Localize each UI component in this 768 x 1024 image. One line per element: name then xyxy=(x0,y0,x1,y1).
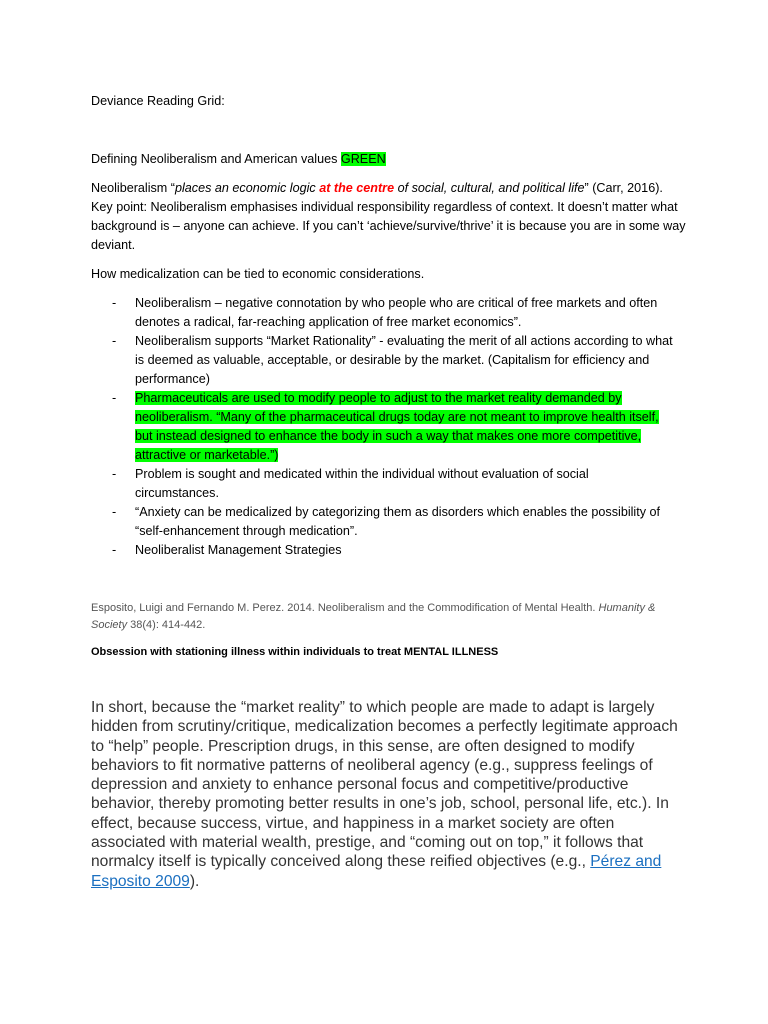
citation-journal: Humanity & Society xyxy=(91,602,656,631)
green-highlight-label: GREEN xyxy=(340,152,386,166)
definition-paragraph xyxy=(91,179,691,255)
perez-esposito-link[interactable]: Pérez and Esposito 2009 xyxy=(91,853,662,890)
list-item-text: “Anxiety can be medicalized by categorizing them as disorders which enables the possibility of “self-enhancement through medication”. xyxy=(135,505,661,538)
citation xyxy=(91,600,691,634)
list-item: - Neoliberalist Management Strategies xyxy=(112,543,342,557)
document-title: Deviance Reading Grid: xyxy=(91,94,225,108)
definition-close: ” (Carr, 2016). xyxy=(584,181,663,195)
list-item-text: Neoliberalism supports “Market Rationality” - evaluating the merit of all actions according to what is deemed as valuable, acceptable, or desirable by the market. (Capitalism for efficiency and performance) xyxy=(135,334,673,386)
excerpt-body: In short, because the “market reality” to which people are made to adapt is largely hidden from scrutiny/critique, medicalization becomes a perfectly legitimate approach to “help” people. Prescription drugs, in this sense, are often designed to modify behaviors to fit normative patterns of neoliberal agency (e.g., suppress feelings of depression and anxiety to enhance personal focus and competitive/productive behavior, thereby promoting better results in one’s job, school, personal life, etc.). In effect, because success, virtue, and happiness in a market society are often associated with material wealth, prestige, and “coming out on top,” it follows that normalcy itself is typically conceived along these reified objectives (e.g., xyxy=(91,699,678,871)
list-item: - Pharmaceuticals are used to modify people to adjust to the market reality demanded by neoliberalism. “Many of the pharmaceutical drugs today are not meant to improve health itself, but instead designed to enhance the body in such a way that makes one more competitive, attractive or marketable.”) xyxy=(112,391,659,462)
section-heading-text: Defining Neoliberalism and American values xyxy=(91,152,341,166)
list-item-text: Neoliberalism – negative connotation by who people who are critical of free markets and often denotes a radical, far-reaching application of free market economics”. xyxy=(135,296,658,329)
definition-key-point: Key point: Neoliberalism emphasises individual responsibility regardless of context. It doesn’t matter what background is – anyone can achieve. If you can’t ‘achieve/survive/thrive’ it is because you are in some way deviant. xyxy=(91,200,686,252)
list-item: - Neoliberalism supports “Market Rationality” - evaluating the merit of all actions according to what is deemed as valuable, acceptable, or desirable by the market. (Capitalism for efficiency and performance) xyxy=(112,334,673,386)
excerpt-end: ). xyxy=(189,872,200,890)
excerpt-paragraph xyxy=(91,698,691,891)
section-heading xyxy=(91,150,691,169)
bullet-list xyxy=(91,294,691,560)
citation-authors: Esposito, Luigi and Fernando M. Perez. 2014. Neoliberalism and the Commodification of Mental Health. xyxy=(91,602,599,614)
definition-quote-a: places an economic logic xyxy=(174,181,320,195)
list-item: - Neoliberalism – negative connotation by who people who are critical of free markets and often denotes a radical, far-reaching application of free market economics”. xyxy=(112,296,658,329)
list-item: - “Anxiety can be medicalized by categorizing them as disorders which enables the possibility of “self-enhancement through medication”. xyxy=(112,505,661,538)
obsession-heading: Obsession with stationing illness within individuals to treat MENTAL ILLNESS xyxy=(91,646,499,658)
list-item-text-highlighted: Pharmaceuticals are used to modify people to adjust to the market reality demanded by neoliberalism. “Many of the pharmaceutical drugs today are not meant to improve health itself, but instead designed to enhance the body in such a way that makes one more competitive, attractive or marketable.”) xyxy=(135,391,659,462)
list-item: - Problem is sought and medicated within the individual without evaluation of social circumstances. xyxy=(112,467,589,500)
definition-quote-b: of social, cultural, and political life xyxy=(394,181,585,195)
medicalization-intro: How medicalization can be tied to economic considerations. xyxy=(91,267,425,281)
citation-volume: 38(4): 414-442. xyxy=(127,619,206,631)
definition-lead: Neoliberalism “ xyxy=(91,181,175,195)
list-item-text: Neoliberalist Management Strategies xyxy=(135,543,342,557)
definition-quote-red: at the centre xyxy=(319,181,395,195)
list-item-text: Problem is sought and medicated within the individual without evaluation of social circumstances. xyxy=(135,467,589,500)
